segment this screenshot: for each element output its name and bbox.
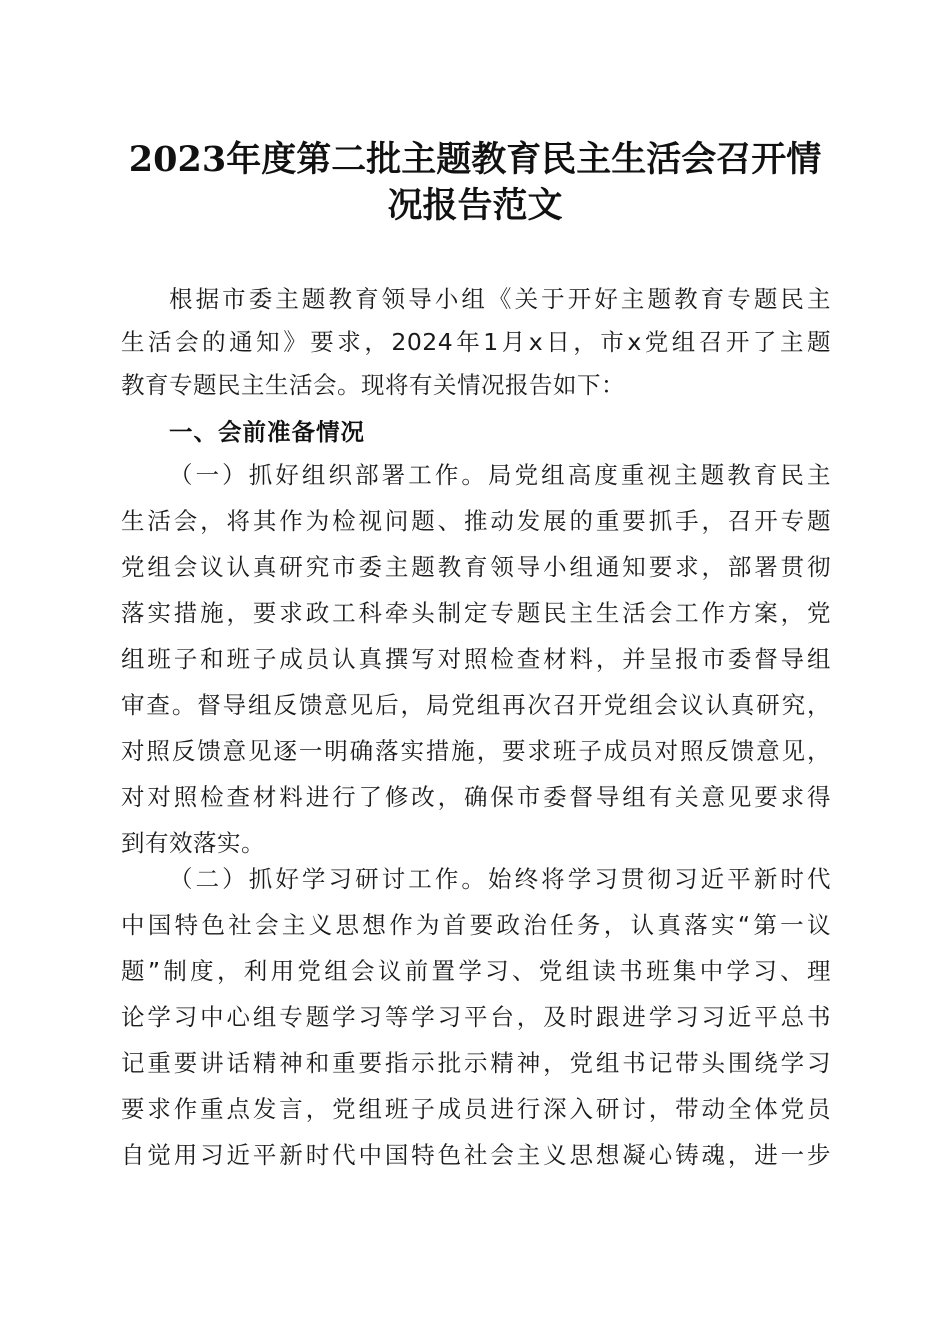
para2-line-3: 题”制度，利用党组会议前置学习、党组读书班集中学习、理 [121,957,831,985]
para2-line-5: 记重要讲话精神和重要指示批示精神，党组书记带头围绕学习 [121,1049,831,1077]
intro-line-2: 生活会的通知》要求，2024年1月x日，市x党组召开了主题 [121,328,831,356]
para2-line-7: 自觉用习近平新时代中国特色社会主义思想凝心铸魂，进一步 [121,1141,831,1169]
para2-line-6: 要求作重点发言，党组班子成员进行深入研讨，带动全体党员 [121,1095,831,1123]
para1-line-6: 审查。督导组反馈意见后，局党组再次召开党组会议认真研究， [121,691,831,719]
para1-line-3: 党组会议认真研究市委主题教育领导小组通知要求，部署贯彻 [121,553,831,581]
para1-line-1: （一）抓好组织部署工作。局党组高度重视主题教育民主 [169,461,831,489]
para1-line-9: 到有效落实。 [121,829,265,857]
section-heading: 一、会前准备情况 [169,418,365,446]
document-title-line-1: 2023年度第二批主题教育民主生活会召开情 [128,139,822,180]
para1-line-4: 落实措施，要求政工科牵头制定专题民主生活会工作方案，党 [121,599,831,627]
para2-line-1: （二）抓好学习研讨工作。始终将学习贯彻习近平新时代 [169,865,831,893]
para1-line-8: 对对照检查材料进行了修改，确保市委督导组有关意见要求得 [121,783,831,811]
intro-line-1: 根据市委主题教育领导小组《关于开好主题教育专题民主 [169,285,831,313]
intro-line-3: 教育专题民主生活会。现将有关情况报告如下： [121,371,625,399]
document-title-line-2: 况报告范文 [387,185,563,226]
para1-line-5: 组班子和班子成员认真撰写对照检查材料，并呈报市委督导组 [121,645,831,673]
para2-line-4: 论学习中心组专题学习等学习平台，及时跟进学习习近平总书 [121,1003,831,1031]
para1-line-2: 生活会，将其作为检视问题、推动发展的重要抓手，召开专题 [121,507,831,535]
para2-line-2: 中国特色社会主义思想作为首要政治任务，认真落实“第一议 [121,911,831,939]
para1-line-7: 对照反馈意见逐一明确落实措施，要求班子成员对照反馈意见， [121,737,831,765]
